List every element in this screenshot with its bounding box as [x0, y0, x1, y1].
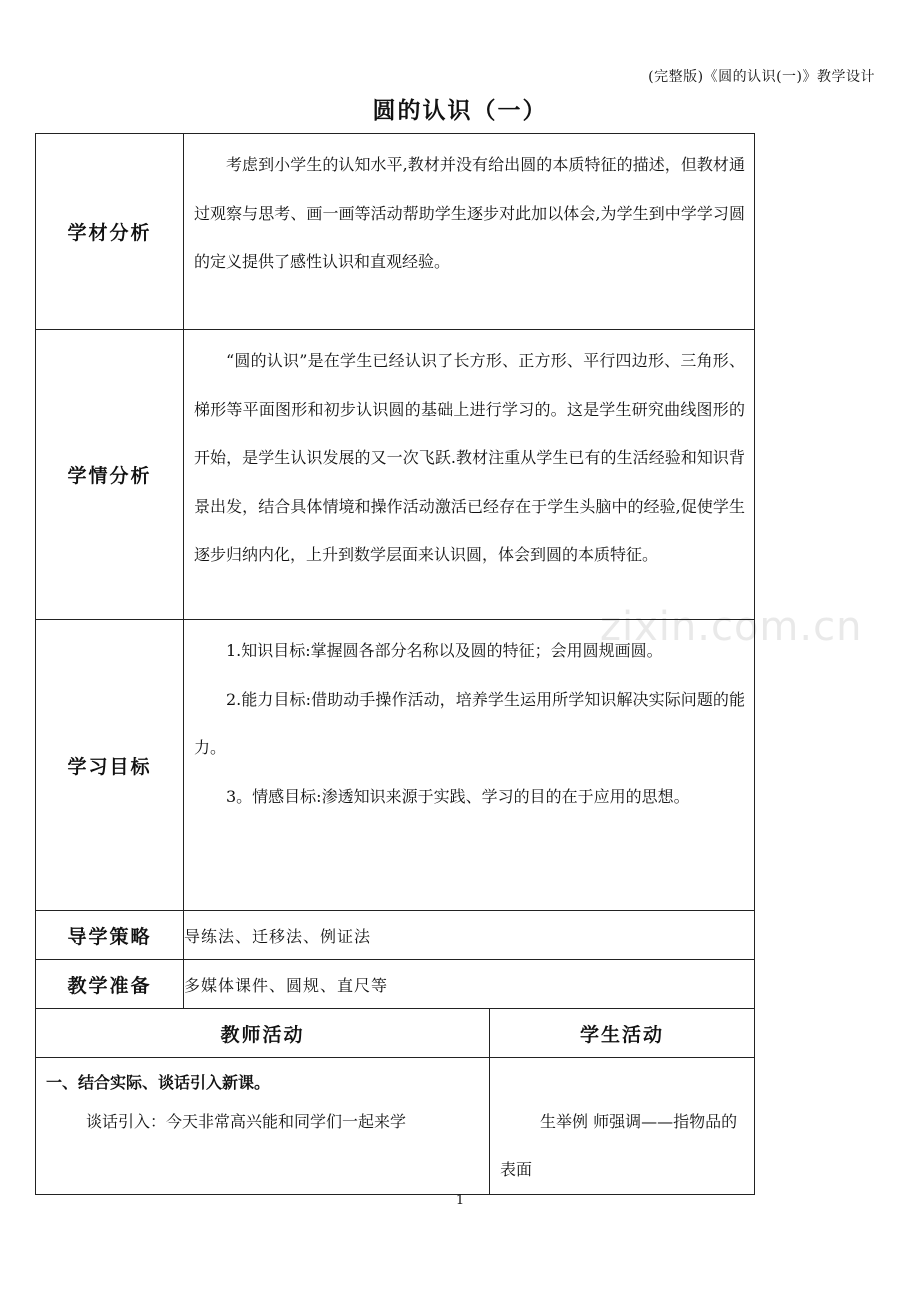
row-guidance-strategy	[36, 911, 755, 960]
row-learner-analysis	[36, 330, 755, 620]
learning-goals-cell	[184, 620, 755, 911]
row-label-material-analysis: 学材分析	[36, 134, 184, 330]
teacher-activity-cell	[36, 1058, 490, 1195]
teacher-activity-header: 教师活动	[36, 1009, 490, 1058]
learner-analysis-cell	[184, 330, 755, 620]
row-activities	[36, 1058, 755, 1195]
student-activity-header: 学生活动	[490, 1009, 755, 1058]
guidance-strategy-text: 导练法、迁移法、例证法	[184, 911, 755, 960]
row-learning-goals	[36, 620, 755, 911]
learning-goal-item: 2.能力目标:借助动手操作活动，培养学生运用所学知识解决实际问题的能力。	[194, 689, 745, 757]
learner-analysis-text: “圆的认识”是在学生已经认识了长方形、正方形、平行四边形、三角形、梯形等平面图形和初步认识圆的基础上进行学习的。这是学生研究曲线图形的开始，是学生认识发展的又一次飞跃.教材注重从学生已有的生活经验和知识背景出发，结合具体情境和操作活动激活已经存在于学生头脑中的经验,促使学生逐步归纳内化，上升到数学层面来认识圆，体会到圆的本质特征。	[194, 351, 745, 564]
row-label-learning-goals: 学习目标	[36, 620, 184, 911]
learning-goal-item: 3。情感目标:渗透知识来源于实践、学习的目的在于应用的思想。	[226, 786, 690, 806]
row-teaching-preparation	[36, 960, 755, 1009]
page-title: 圆的认识（一）	[372, 98, 548, 124]
learning-goals-list	[184, 620, 754, 821]
teaching-preparation-text: 多媒体课件、圆规、直尺等	[184, 960, 755, 1009]
learning-goal-item: 1.知识目标:掌握圆各部分名称以及圆的特征；会用圆规画圆。	[226, 641, 663, 660]
material-analysis-text: 考虑到小学生的认知水平,教材并没有给出圆的本质特征的描述，但教材通过观察与思考、画一画等活动帮助学生逐步对此加以体会,为学生到中学学习圆的定义提供了感性认识和直观经验。	[194, 155, 745, 271]
document-header-note: (完整版)《圆的认识(一)》教学设计	[648, 69, 875, 85]
row-label-guidance-strategy: 导学策略	[36, 911, 184, 960]
material-analysis-cell	[184, 134, 755, 330]
teacher-activity-text: 谈话引入：今天非常高兴能和同学们一起来学	[86, 1112, 407, 1131]
student-activity-text: 生举例 师强调——指物品的表面	[490, 1058, 755, 1195]
page-number: 1	[455, 1193, 465, 1208]
row-material-analysis	[36, 134, 755, 330]
row-activity-headers	[36, 1009, 755, 1058]
section-heading: 一、结合实际、谈话引入新课。	[46, 1073, 271, 1092]
watermark: zixin.com.cn	[600, 604, 863, 650]
lesson-plan-table	[35, 133, 755, 1195]
row-label-teaching-preparation: 教学准备	[36, 960, 184, 1009]
row-label-learner-analysis: 学情分析	[36, 330, 184, 620]
